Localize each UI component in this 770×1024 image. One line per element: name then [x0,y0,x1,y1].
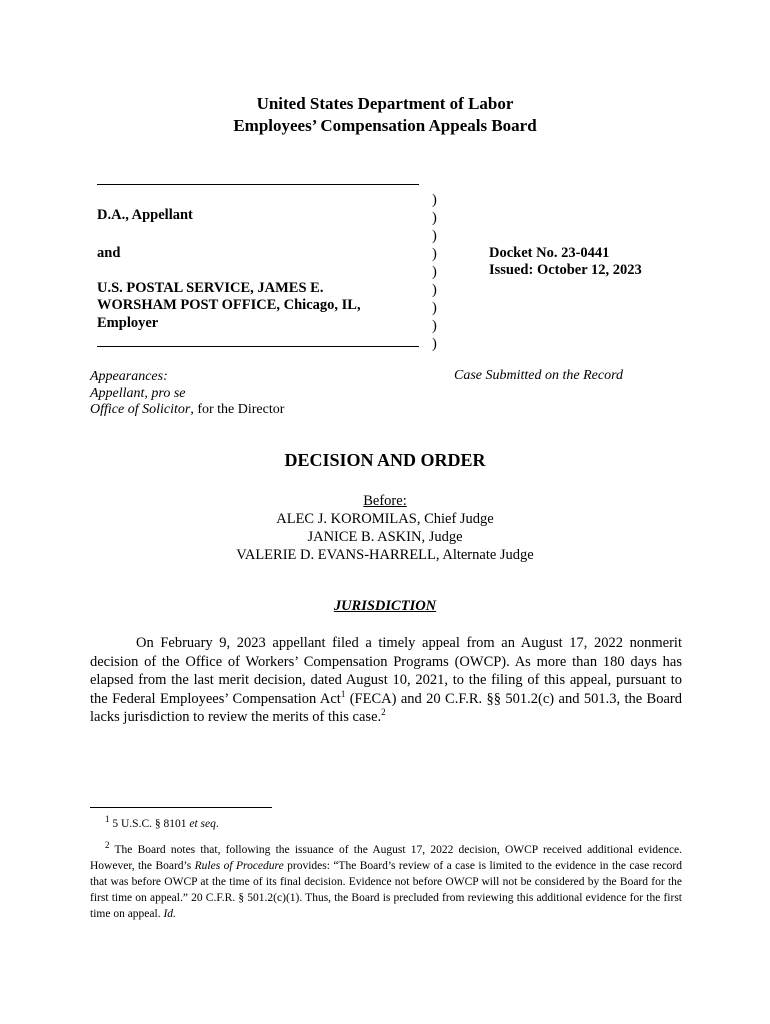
para-text-1: On February 9, 2023 appellant filed a timely appeal from an August 17, 2022 nonmerit decision of the Office of Workers’ Compensation Programs (OWCP). As more than 180 days has elapsed from the last merit decision, dated August 10, 2021, to the filing of this appeal, pursuant to the Federal Employees’ Compensation Act [90,635,682,707]
footnote-1 [90,816,682,832]
employer-line-1: U.S. POSTAL SERVICE, JAMES E. [97,280,324,296]
paren: ) [432,210,437,226]
footnote-2-text-a: The Board notes that, following the issuance of the August 17, 2022 decision, OWCP received additional evidence. However, the Board’s [90,844,682,872]
footnote-1-italic: et seq [189,818,216,830]
and-connector: and [97,245,121,261]
issued-date: Issued: October 12, 2023 [489,262,642,278]
footnote-2-text-b: provides: “The Board’s review of a case is limited to the evidence in the case record that was before OWCP at the time of its final decision. Evidence not before OWCP will not be considered by the Board for the first time on appeal.” 20 C.F.R. § 501.2(c)(1). Thus, the Board is precluded from reviewing this additional evidence for the first time on appeal. [90,860,682,920]
paren: ) [432,192,437,208]
case-submitted: Case Submitted on the Record [454,368,624,383]
footnote-2-number: 2 [105,840,110,851]
caption-top-rule [97,184,419,185]
judge-askin: JANICE B. ASKIN, Judge [307,529,463,545]
footnote-2-italic: Rules of Procedure [194,860,284,872]
paren: ) [432,282,437,298]
employer-line-2: WORSHAM POST OFFICE, Chicago, IL, [97,297,361,313]
footnote-1-end: . [215,818,219,830]
paren: ) [432,246,437,262]
caption-bottom-rule [97,346,419,347]
jurisdiction-heading: JURISDICTION [333,598,437,614]
employer-label: Employer [97,315,159,331]
para-text-2: (FECA) and 20 C.F.R. §§ 501.2(c) and 501.3, the Board lacks jurisdiction to review the merits of this case. [90,690,682,725]
solicitor-line [90,401,284,418]
footnote-2-id: Id. [163,908,176,920]
footnote-separator [90,807,272,808]
caption-parens [432,191,437,353]
before-label: Before: [363,493,407,509]
appellant-name: D.A., Appellant [97,207,193,223]
paren: ) [432,300,437,316]
board-title: Employees’ Compensation Appeals Board [233,116,537,135]
paren: ) [432,318,437,334]
paren: ) [432,264,437,280]
appearances-label: Appearances: [90,369,168,384]
jurisdiction-paragraph [90,634,682,727]
judge-chief: ALEC J. KOROMILAS, Chief Judge [276,511,494,527]
footnote-1-number: 1 [105,814,110,825]
footnote-ref-1: 1 [340,688,346,699]
paren: ) [432,228,437,244]
footnote-1-text: 5 U.S.C. § 8101 [112,818,190,830]
docket-number: Docket No. 23-0441 [489,245,610,261]
solicitor-office: Office of Solicitor [90,402,191,417]
appellant-pro-se: Appellant, pro se [90,386,186,401]
footnote-2 [90,842,682,922]
footnote-ref-2: 2 [381,707,386,718]
solicitor-role: , for the Director [190,402,285,417]
paren: ) [432,336,437,352]
agency-title: United States Department of Labor [256,94,514,113]
decision-title: DECISION AND ORDER [284,450,486,470]
judge-alternate: VALERIE D. EVANS-HARRELL, Alternate Judge [236,547,534,563]
